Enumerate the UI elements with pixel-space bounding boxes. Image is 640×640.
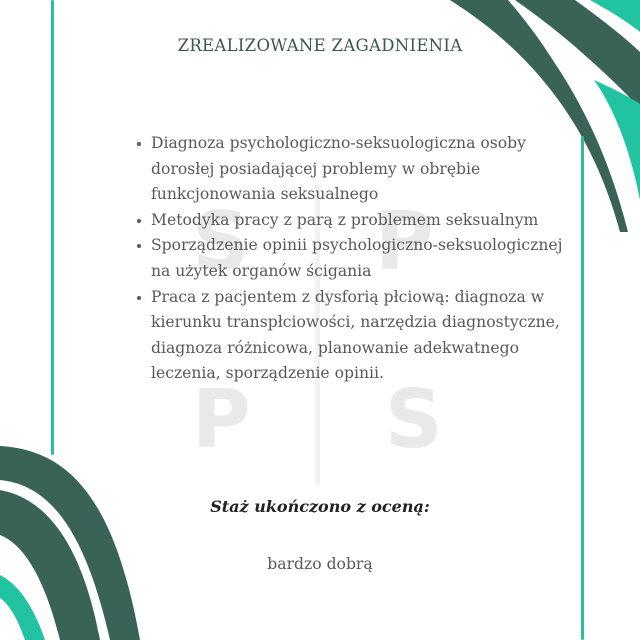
watermark-letter: P [375,195,434,288]
watermark-letter: S [192,195,250,288]
bottom-left-teal-swoosh [0,575,45,640]
grade-label: Staż ukończono z oceną: [210,497,430,516]
watermark-letter: S [385,373,443,466]
list-item: Praca z pacjentem z dysforią płciową: diagnoza w kierunku transpłciowości, narzędzia diagnostyczne, diagnoza różnicowa, planowanie adekwatnego leczenia, sporządzenie opinii. [151,285,571,387]
list-item: Diagnoza psychologiczno-seksuologiczna osoby dorosłej posiadającej problemy w obrębie funkcjonowania seksualnego [151,131,571,208]
page-title: ZREALIZOWANE ZAGADNIENIA [177,36,463,55]
left-accent-line [51,0,54,455]
topics-list [132,131,571,387]
list-item: Sporządzenie opinii psychologiczno-seksuologicznej na użytek organów ścigania [151,233,571,284]
list-item: Metodyka pracy z parą z problemem seksualnym [151,208,571,234]
grade-value: bardzo dobrą [267,555,373,573]
watermark-letter: P [192,373,251,466]
